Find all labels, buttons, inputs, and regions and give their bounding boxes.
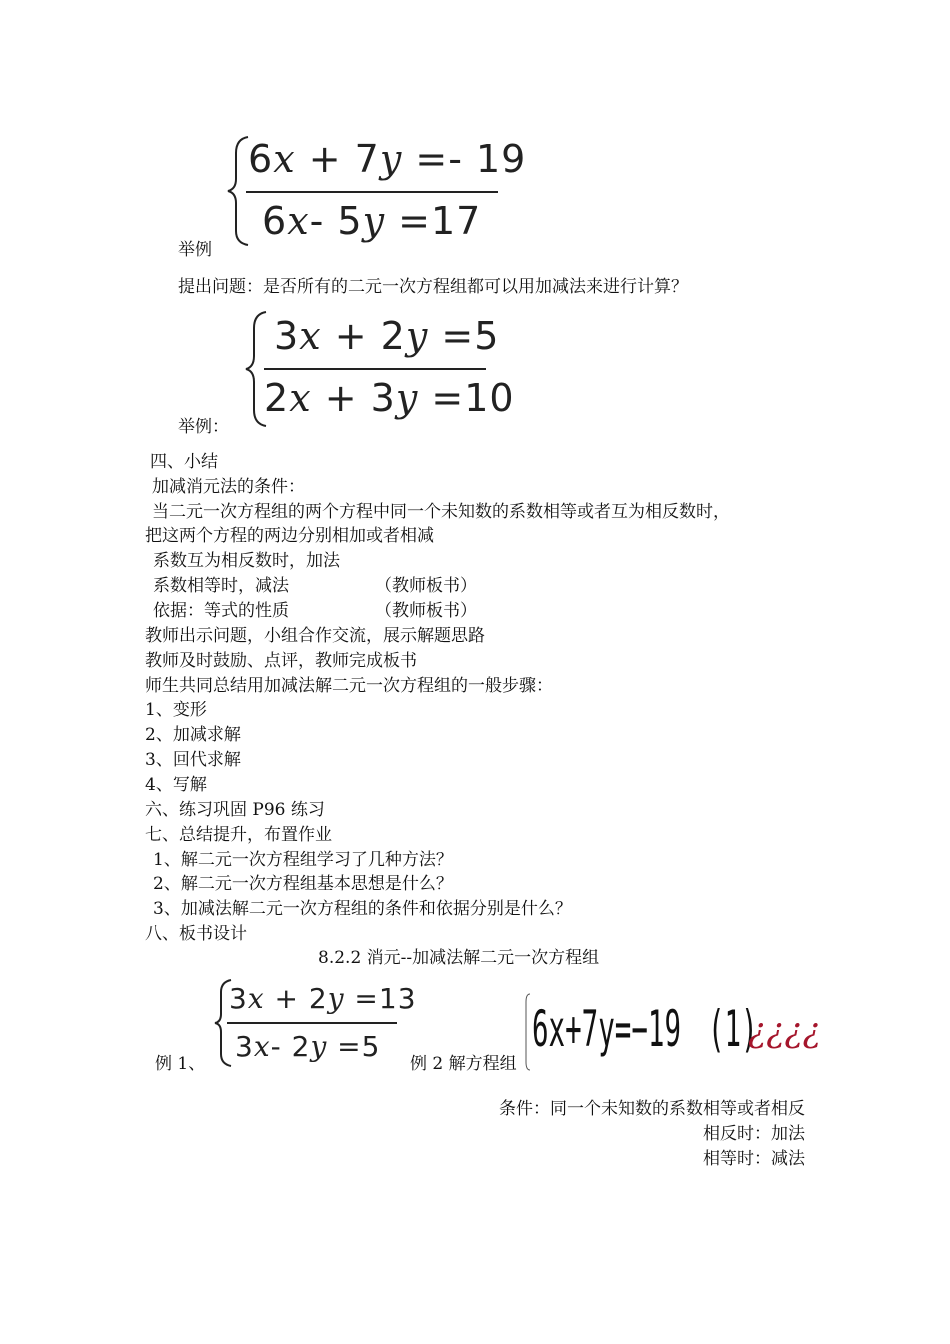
equation-system-1 — [226, 135, 527, 247]
equal-rule: 系数相等时，减法 — [153, 576, 289, 596]
equation-divider — [264, 368, 486, 370]
equation-line-1: 3x + 2y =13 — [229, 982, 417, 1015]
homework-question: 2、解二元一次方程组基本思想是什么？ — [153, 874, 453, 894]
board-heading: 八、板书设计 — [145, 924, 247, 944]
equation-divider — [246, 191, 498, 193]
board-opposite: 相反时：加法 — [703, 1124, 805, 1144]
summary-heading: 四、小结 — [150, 452, 218, 472]
equation-number: (1) — [708, 1000, 758, 1058]
board-title: 8.2.2 消元--加减法解二元一次方程组 — [318, 948, 600, 968]
board-example-2-label: 例 2 解方程组 — [410, 1054, 517, 1074]
board-example-2-garbled: ¿¿¿¿ — [748, 1011, 821, 1051]
teacher-line-2: 教师及时鼓励、点评，教师完成板书 — [145, 651, 417, 671]
step-item: 1、变形 — [145, 700, 207, 720]
teacher-line-1: 教师出示问题，小组合作交流，展示解题思路 — [145, 626, 485, 646]
board-example-1-label: 例 1、 — [155, 1054, 206, 1074]
equal-rule-note: （教师板书） — [375, 576, 477, 596]
opposite-rule: 系数互为相反数时，加法 — [153, 551, 340, 571]
equation-line-2: 2x + 3y =10 — [264, 376, 515, 420]
equation-line-2: 6x- 5y =17 — [262, 199, 482, 243]
board-condition: 条件：同一个未知数的系数相等或者相反 — [499, 1099, 805, 1119]
basis-text: 依据：等式的性质 — [153, 601, 289, 621]
left-brace-icon — [522, 992, 532, 1072]
board-equation-system-1 — [213, 978, 417, 1068]
practice-text: 六、练习巩固 P96 练习 — [145, 800, 325, 820]
step-item: 2、加减求解 — [145, 725, 241, 745]
board-equal: 相等时：减法 — [703, 1149, 805, 1169]
question-text: 提出问题：是否所有的二元一次方程组都可以用加减法来进行计算？ — [178, 277, 688, 297]
condition-line-1: 当二元一次方程组的两个方程中同一个未知数的系数相等或者互为相反数时， — [152, 502, 730, 522]
steps-title: 师生共同总结用加减法解二元一次方程组的一般步骤： — [145, 676, 553, 696]
step-item: 3、回代求解 — [145, 750, 241, 770]
step-item: 4、写解 — [145, 775, 207, 795]
equation-line-2: 3x- 2y =5 — [235, 1030, 381, 1063]
equation-line-1: 6x + 7y =- 19 — [248, 137, 527, 181]
board-example-2-equation — [532, 1000, 681, 1058]
example-1-label: 举例 — [178, 240, 212, 260]
example-2-label: 举例： — [178, 417, 229, 437]
condition-line-2: 把这两个方程的两边分别相加或者相减 — [145, 526, 434, 546]
basis-note: （教师板书） — [375, 601, 477, 621]
homework-question: 3、加减法解二元一次方程组的条件和依据分别是什么？ — [153, 899, 572, 919]
equation-line-1: 3x + 2y =5 — [274, 314, 500, 358]
homework-question: 1、解二元一次方程组学习了几种方法？ — [153, 850, 453, 870]
homework-heading: 七、总结提升，布置作业 — [145, 825, 332, 845]
equation-text: 6x+7y=−19 — [532, 1000, 682, 1058]
equation-system-2 — [244, 310, 515, 428]
equation-divider — [227, 1022, 397, 1024]
condition-title: 加减消元法的条件： — [152, 477, 305, 497]
